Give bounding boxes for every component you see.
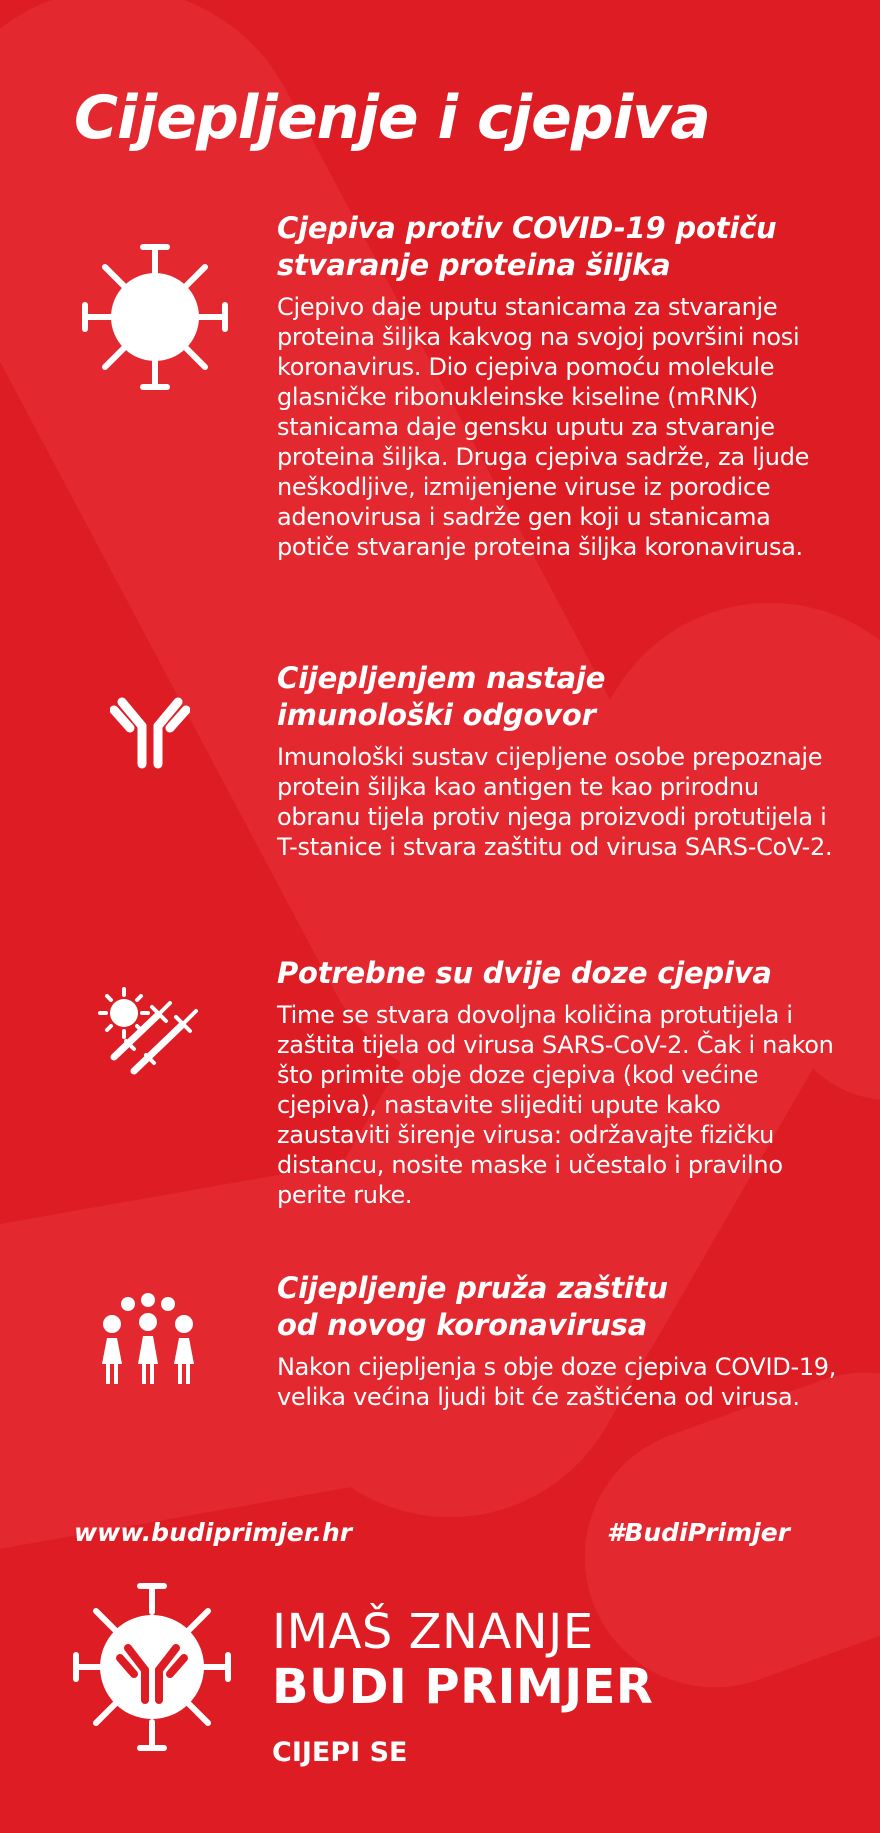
page-title: Cijepljenje i cjepiva [74,83,710,153]
section-heading: Potrebne su dvije doze cjepiva [277,956,772,990]
section-text [277,210,837,562]
section-text [277,660,837,862]
section-heading [277,1270,837,1344]
slogan-line-2: BUDI PRIMJER [272,1659,654,1715]
section-body: Cjepivo daje uputu stanicama za stvaranje proteina šiljka kakvog na svojoj površini nosi koronavirus. Dio cjepiva pomoću molekule glasničke ribonukleinske kiseline (mRNK) stanicama daje gensku uputu za stvaranje proteina šiljka. Druga cjepiva sadrže, za ljude neškodljive, izmijenjene viruse iz porodice adenovirusa i sadrže gen koji u stanicama potiče stvaranje proteina šiljka koronavirusa. [277,293,810,561]
section-heading [277,660,837,734]
slogan [272,1605,653,1769]
heading-line: Cijepljenjem nastaje [277,661,606,695]
section-text [277,955,837,1210]
budi-primjer-logo-icon [72,1582,232,1752]
virus-icon [80,235,230,400]
section-heading [277,210,837,284]
slogan-line-1: IMAŠ ZNANJE [272,1604,594,1660]
heading-line: Cjepiva protiv COVID-19 potiču [277,211,777,245]
section-body: Nakon cijepljenja s obje doze cjepiva COVID-19, velika većina ljudi bit će zaštićena od virusa. [277,1353,837,1411]
syringes-icon [96,985,206,1075]
heading-line: imunološki odgovor [277,698,596,732]
antibody-icon [110,682,190,772]
section-body: Imunološki sustav cijepljene osobe prepoznaje protein šiljka kao antigen te kao prirodnu obranu tijela protiv njega proizvodi protutijela i T-stanice i stvara zaštitu od virusa SARS-CoV-2. [277,743,833,861]
section-text [277,1270,837,1412]
footer-links [74,1518,790,1547]
heading-line: stvaranje proteina šiljka [277,248,671,282]
slogan-line-3: CIJEPI SE [272,1737,408,1768]
heading-line: Cijepljenje pruža zaštitu [277,1271,668,1305]
heading-line: od novog koronavirusa [277,1308,648,1342]
website-link[interactable]: www.budiprimjer.hr [74,1518,353,1547]
hashtag: #BudiPrimjer [606,1518,790,1547]
section-body: Time se stvara dovoljna količina protutijela i zaštita tijela od virusa SARS-CoV-2. Čak i nakon što primite obje doze cjepiva (kod većine cjepiva), nastavite slijediti upute kako zaustaviti širenje virusa: održavajte fizičku distancu, nosite maske i učestalo i pravilno perite ruke. [277,1001,834,1209]
people-group-icon [98,1292,198,1407]
